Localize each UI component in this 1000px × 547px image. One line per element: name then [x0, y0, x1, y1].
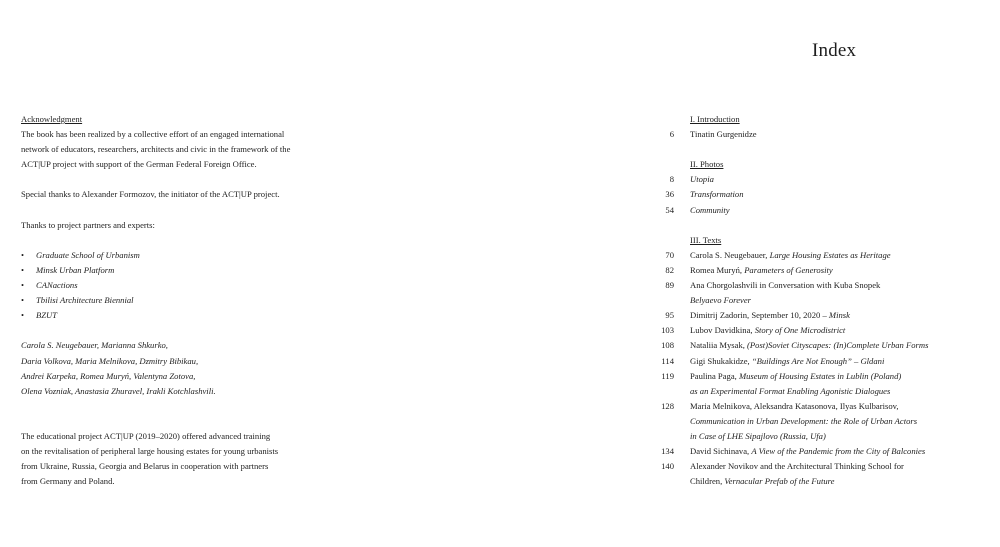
- toc-entry[interactable]: 70 Carola S. Neugebauer, Large Housing Estates as Heritage: [640, 248, 980, 263]
- credits-line: Andrei Karpeka, Romea Muryń, Valentyna Zotova,: [21, 370, 196, 381]
- toc-page-number: 95: [665, 310, 674, 321]
- toc-page-number: 6: [669, 129, 674, 140]
- toc-entry-continuation: as an Experimental Format Enabling Agonistic Dialogues: [690, 385, 891, 396]
- toc-entry-text: Utopia: [690, 174, 714, 185]
- toc-entry[interactable]: 119 Paulina Paga, Museum of Housing Estates in Lublin (Poland): [640, 369, 980, 384]
- toc-entry[interactable]: 82 Romea Muryń, Parameters of Generosity: [640, 263, 980, 278]
- toc-entry[interactable]: [640, 127, 980, 142]
- toc-entry[interactable]: [640, 203, 980, 218]
- project-line: The educational project ACT|UP (2019–2020) offered advanced training: [21, 430, 271, 441]
- intro-line: The book has been realized by a collective effort of an engaged international: [21, 129, 285, 140]
- intro-line: network of educators, researchers, architects and civic in the framework of the: [21, 144, 291, 155]
- partner-item: • BZUT: [21, 310, 58, 321]
- toc-page-number: 140: [661, 461, 674, 472]
- partner-item: • Graduate School of Urbanism: [21, 249, 140, 260]
- toc-page-number: 70: [665, 249, 674, 260]
- toc-entry-text: Community: [690, 204, 730, 215]
- toc-entry[interactable]: 108 Nataliia Mysak, (Post)Soviet Cityscapes: (In)Complete Urban Forms: [640, 338, 980, 353]
- toc-entry[interactable]: 128 Maria Melnikova, Aleksandra Katasonova, Ilyas Kulbarisov,: [640, 399, 980, 414]
- toc-page-number: 128: [661, 400, 674, 411]
- toc-entry-continuation: in Case of LHE Sipajlovo (Russia, Ufa): [690, 430, 826, 441]
- toc-entry-continuation: Children, Vernacular Prefab of the Future: [690, 476, 835, 487]
- toc-page-number: 114: [661, 355, 674, 366]
- credits-line: Carola S. Neugebauer, Marianna Shkurko,: [21, 340, 168, 351]
- credits-block: [21, 338, 341, 398]
- acknowledgment-column: [21, 112, 341, 489]
- partners-list: [21, 248, 341, 323]
- intro-line: ACT|UP project with support of the German Federal Foreign Office.: [21, 159, 257, 170]
- toc-page-number: 119: [661, 370, 674, 381]
- toc-entry[interactable]: 89 Ana Chorgolashvili in Conversation with Kuba Snopek: [640, 278, 980, 293]
- credits-line: Daria Volkova, Maria Melnikova, Dzmitry Bibikau,: [21, 355, 199, 366]
- toc-entry[interactable]: 134 David Sichinava, A View of the Pandemic from the City of Balconies: [640, 444, 980, 459]
- acknowledgment-heading: Acknowledgment: [21, 114, 83, 124]
- toc-page-number: 54: [665, 204, 674, 215]
- credits-line: Olena Vozniak, Anastasia Zhuravel, Irakli Kotchlashvili.: [21, 385, 216, 396]
- toc-page-number: 36: [665, 189, 674, 200]
- partner-item: • CANactions: [21, 280, 78, 291]
- toc-page-number: 8: [669, 174, 674, 185]
- toc-entry-text: Transformation: [690, 189, 744, 200]
- toc-page-number: 103: [661, 325, 674, 336]
- partner-item: • Tbilisi Architecture Biennial: [21, 295, 134, 306]
- toc-entry[interactable]: 114 Gigi Shukakidze, “Buildings Are Not Enough” – Gldani: [640, 354, 980, 369]
- toc-entry-continuation: Communication in Urban Development: the Role of Urban Actors: [690, 415, 918, 426]
- table-of-contents: [640, 112, 980, 489]
- toc-page-number: 82: [665, 264, 674, 275]
- toc-section-heading: III. Texts: [690, 234, 722, 245]
- toc-entry-continuation: Belyaevo Forever: [690, 295, 751, 306]
- project-line: from Ukraine, Russia, Georgia and Belarus in cooperation with partners: [21, 461, 269, 472]
- toc-entry[interactable]: 95 Dimitrij Zadorin, September 10, 2020 – Minsk: [640, 308, 980, 323]
- thanks-partners: Thanks to project partners and experts:: [21, 219, 155, 230]
- toc-section-heading: II. Photos: [690, 159, 724, 170]
- toc-entry[interactable]: 103 Lubov Davidkina, Story of One Microdistrict: [640, 323, 980, 338]
- page-title: Index: [812, 40, 857, 61]
- toc-section-heading: I. Introduction: [690, 114, 740, 124]
- toc-entry[interactable]: [640, 172, 980, 187]
- project-line: from Germany and Poland.: [21, 476, 115, 487]
- toc-entry[interactable]: 140 Alexander Novikov and the Architectural Thinking School for: [640, 459, 980, 474]
- toc-page-number: 108: [661, 340, 674, 351]
- toc-entry[interactable]: [640, 187, 980, 202]
- partner-item: • Minsk Urban Platform: [21, 264, 115, 275]
- special-thanks: Special thanks to Alexander Formozov, the initiator of the ACT|UP project.: [21, 189, 280, 200]
- toc-page-number: 134: [661, 446, 674, 457]
- toc-page-number: 89: [665, 280, 674, 291]
- project-line: on the revitalisation of peripheral large housing estates for young urbanists: [21, 446, 279, 457]
- toc-entry-text: Tinatin Gurgenidze: [690, 129, 757, 140]
